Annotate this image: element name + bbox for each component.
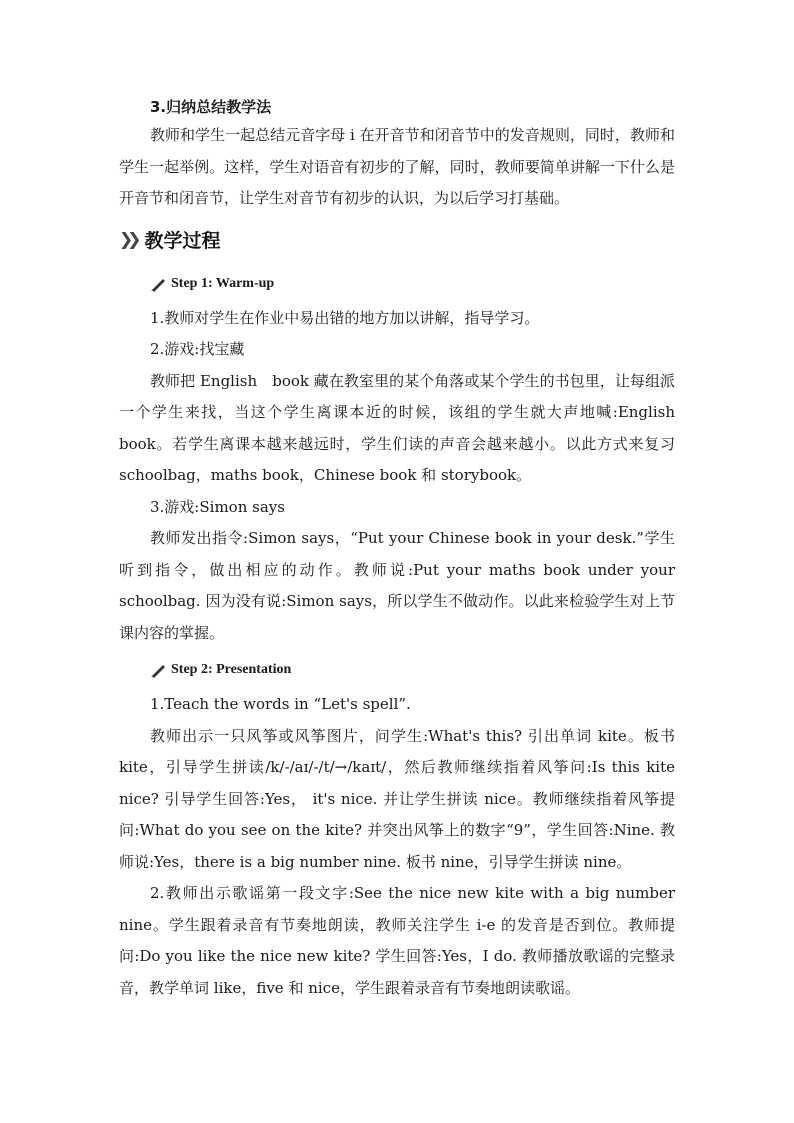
- step1-heading: [150, 269, 675, 299]
- double-chevron-icon: ❯❯: [119, 229, 136, 250]
- step1-item-5: 教师发出指令:Simon says，“Put your Chinese book in your desk.”学生听到指令，做出相应的动作。教师说:Put your maths book under your schoolbag. 因为没有说:Simon says，所以学生不做动作。以此来检验学生对上节课内容的掌握。: [119, 529, 675, 642]
- step1-item-3: 教师把 English book 藏在教室里的某个角落或某个学生的书包里，让每组派一个学生来找，当这个学生离课本近的时候，该组的学生就大声地喊:English book。若学生离课本越来越远时，学生们读的声音会越来越小。以此方式来复习 schoolbag，maths book，Chinese book 和 storybook。: [119, 371, 675, 484]
- step2-heading: [150, 655, 675, 685]
- step1-item-1: 1.教师对学生在作业中易出错的地方加以讲解，指导学习。: [150, 308, 540, 327]
- document-body: [119, 94, 675, 1004]
- step1-item-4: 3.游戏:Simon says: [150, 497, 285, 516]
- step2-label: Step 2: Presentation: [171, 662, 292, 677]
- section-title: 教学过程: [144, 230, 221, 252]
- method-heading: 3.归纳总结教学法: [150, 98, 272, 116]
- step1-label: Step 1: Warm-up: [171, 275, 275, 291]
- step2-item-1: 1.Teach the words in “Let's spell”.: [150, 695, 411, 713]
- pen-icon: [150, 662, 168, 678]
- step2-item-3: 2.教师出示歌谣第一段文字:See the nice new kite with a big number nine。学生跟着录音有节奏地朗读，教师关注学生 i-e 的发音是否到位。教师提问:Do you like the nice new kite? 学生回答:Yes，I do. 教师播放歌谣的完整录音，教学单词 like，five 和 nice，学生跟着录音有节奏地朗读歌谣。: [119, 884, 675, 997]
- section-header: [119, 225, 675, 255]
- method-paragraph: 教师和学生一起总结元音字母 i 在开音节和闭音节中的发音规则，同时，教师和学生一起举例。这样，学生对语音有初步的了解，同时，教师要简单讲解一下什么是开音节和闭音节，让学生对音节有初步的认识，为以后学习打基础。: [119, 126, 675, 207]
- step1-item-2: 2.游戏:找宝藏: [150, 340, 245, 358]
- pen-icon: [150, 276, 168, 292]
- step2-item-2: 教师出示一只风筝或风筝图片，问学生:What's this? 引出单词 kite。板书 kite，引导学生拼读/k/-/aɪ/-/t/→/kaɪt/，然后教师继续指着风筝问:Is this kite nice? 引导学生回答:Yes， it's nice. 并让学生拼读 nice。教师继续指着风筝提问:What do you see on the kite? 并突出风筝上的数字“9”，学生回答:Nine. 教师说:Yes，there is a big number nine. 板书 nine，引导学生拼读 nine。: [119, 726, 675, 871]
